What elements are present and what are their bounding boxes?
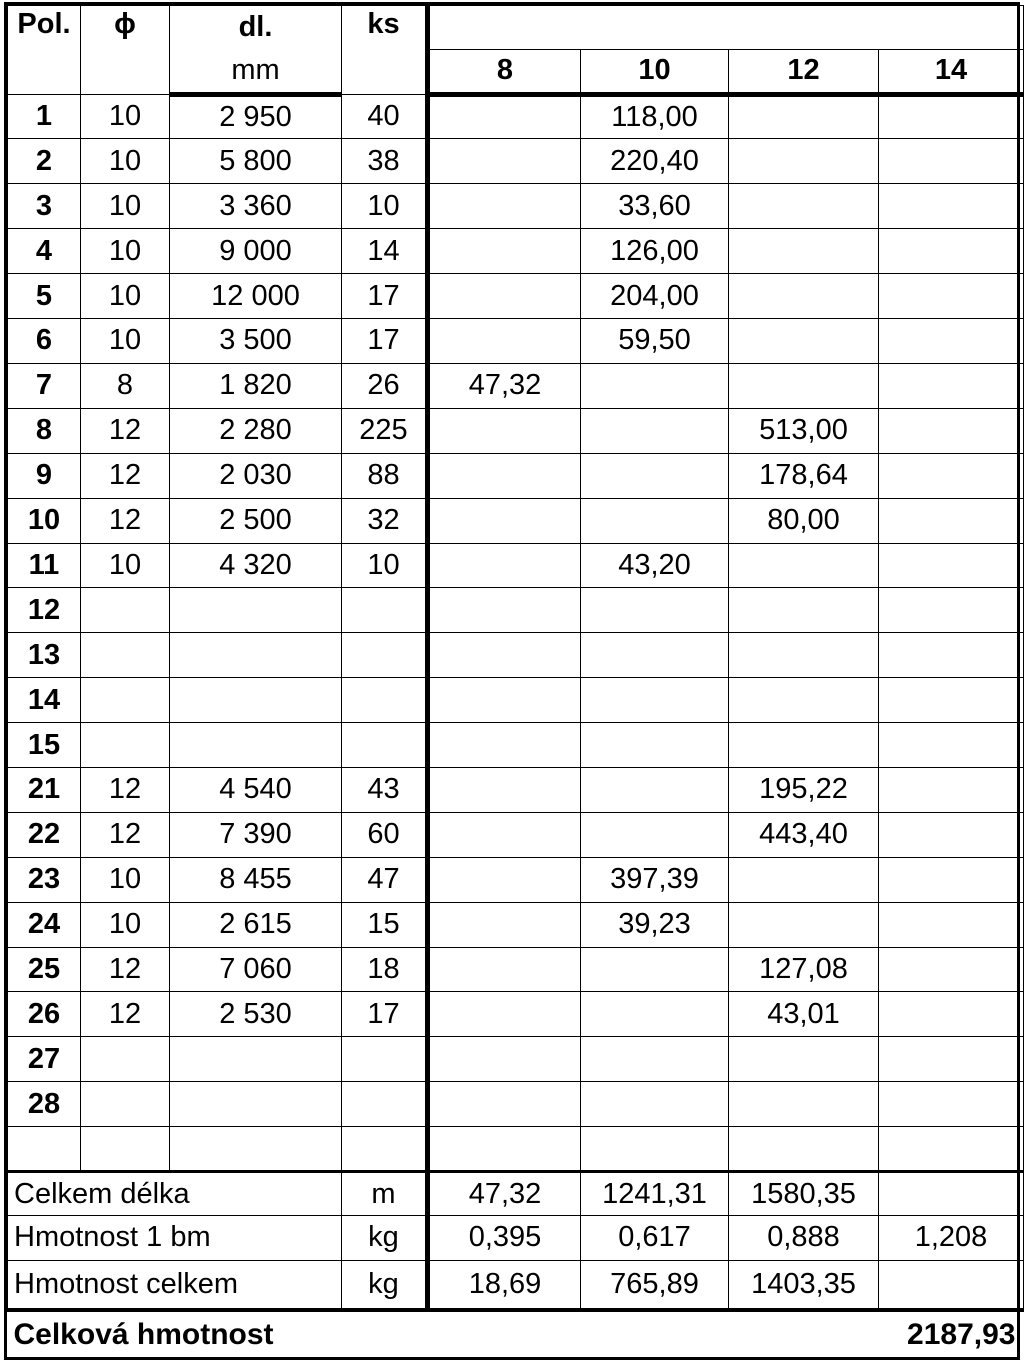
cell-pol: 24 bbox=[8, 902, 81, 947]
cell-ks: 38 bbox=[342, 139, 428, 184]
cell-d14 bbox=[879, 767, 1024, 812]
cell-d10: 397,39 bbox=[581, 857, 729, 902]
schedule-grid bbox=[7, 5, 1024, 1357]
cell-pol: 3 bbox=[8, 184, 81, 229]
cell-d10: 39,23 bbox=[581, 902, 729, 947]
summary-unit: m bbox=[342, 1171, 428, 1215]
cell-ks bbox=[342, 633, 428, 678]
cell-d12: 80,00 bbox=[729, 498, 879, 543]
cell-d10: 118,00 bbox=[581, 94, 729, 139]
summary-d10: 765,89 bbox=[581, 1260, 729, 1310]
cell-length: 3 360 bbox=[170, 184, 342, 229]
total-label: Celková hmotnost bbox=[8, 1310, 729, 1357]
summary-row bbox=[8, 1260, 1024, 1310]
table-row bbox=[8, 543, 1024, 588]
cell-d14 bbox=[879, 1127, 1024, 1172]
cell-ks bbox=[342, 1127, 428, 1172]
cell-d8 bbox=[428, 184, 581, 229]
cell-d14 bbox=[879, 1082, 1024, 1127]
table-row bbox=[8, 184, 1024, 229]
cell-ks bbox=[342, 678, 428, 723]
cell-pol: 4 bbox=[8, 229, 81, 274]
cell-d14 bbox=[879, 498, 1024, 543]
header-diameter-group bbox=[428, 6, 1024, 50]
cell-ks: 225 bbox=[342, 408, 428, 453]
table-row bbox=[8, 453, 1024, 498]
cell-diameter: 8 bbox=[81, 363, 170, 408]
cell-length bbox=[170, 1037, 342, 1082]
summary-d12: 0,888 bbox=[729, 1216, 879, 1260]
cell-d8 bbox=[428, 498, 581, 543]
cell-d10 bbox=[581, 947, 729, 992]
cell-d14 bbox=[879, 947, 1024, 992]
cell-d10 bbox=[581, 1082, 729, 1127]
cell-ks: 43 bbox=[342, 767, 428, 812]
cell-diameter bbox=[81, 588, 170, 633]
summary-unit: kg bbox=[342, 1216, 428, 1260]
cell-d14 bbox=[879, 408, 1024, 453]
table-row bbox=[8, 1082, 1024, 1127]
cell-d12: 513,00 bbox=[729, 408, 879, 453]
cell-d8 bbox=[428, 408, 581, 453]
cell-length: 3 500 bbox=[170, 319, 342, 364]
cell-d14 bbox=[879, 229, 1024, 274]
cell-d14 bbox=[879, 902, 1024, 947]
table-row bbox=[8, 274, 1024, 319]
total-value: 2187,93 bbox=[729, 1310, 1024, 1357]
cell-d12 bbox=[729, 94, 879, 139]
summary-label: Celkem délka bbox=[8, 1171, 342, 1215]
cell-d14 bbox=[879, 363, 1024, 408]
cell-pol: 9 bbox=[8, 453, 81, 498]
cell-d14 bbox=[879, 1037, 1024, 1082]
cell-d8 bbox=[428, 229, 581, 274]
header-d14: 14 bbox=[879, 50, 1024, 94]
cell-length: 2 500 bbox=[170, 498, 342, 543]
cell-d14 bbox=[879, 543, 1024, 588]
cell-d10 bbox=[581, 767, 729, 812]
cell-d8 bbox=[428, 1037, 581, 1082]
cell-length bbox=[170, 633, 342, 678]
cell-diameter: 12 bbox=[81, 453, 170, 498]
cell-d10 bbox=[581, 408, 729, 453]
cell-d12: 195,22 bbox=[729, 767, 879, 812]
cell-d10: 126,00 bbox=[581, 229, 729, 274]
header-d12: 12 bbox=[729, 50, 879, 94]
summary-d14 bbox=[879, 1171, 1024, 1215]
cell-d8 bbox=[428, 812, 581, 857]
cell-ks: 88 bbox=[342, 453, 428, 498]
cell-length: 8 455 bbox=[170, 857, 342, 902]
table-row bbox=[8, 857, 1024, 902]
cell-d10 bbox=[581, 1127, 729, 1172]
table-row bbox=[8, 1037, 1024, 1082]
table-row bbox=[8, 723, 1024, 768]
cell-diameter: 10 bbox=[81, 274, 170, 319]
rebar-schedule-table bbox=[4, 2, 1020, 1360]
cell-d8 bbox=[428, 992, 581, 1037]
cell-pol: 7 bbox=[8, 363, 81, 408]
header-d8: 8 bbox=[428, 50, 581, 94]
cell-d14 bbox=[879, 453, 1024, 498]
cell-length bbox=[170, 723, 342, 768]
cell-d10 bbox=[581, 723, 729, 768]
table-row bbox=[8, 947, 1024, 992]
cell-d12 bbox=[729, 1037, 879, 1082]
cell-length bbox=[170, 1127, 342, 1172]
cell-d12 bbox=[729, 723, 879, 768]
table-row bbox=[8, 94, 1024, 139]
cell-d14 bbox=[879, 139, 1024, 184]
cell-length: 4 540 bbox=[170, 767, 342, 812]
cell-d8 bbox=[428, 1082, 581, 1127]
cell-ks bbox=[342, 1037, 428, 1082]
cell-length: 2 615 bbox=[170, 902, 342, 947]
cell-length: 2 030 bbox=[170, 453, 342, 498]
cell-d14 bbox=[879, 184, 1024, 229]
cell-pol: 26 bbox=[8, 992, 81, 1037]
cell-pol bbox=[8, 1127, 81, 1172]
summary-d8: 18,69 bbox=[428, 1260, 581, 1310]
cell-pol: 2 bbox=[8, 139, 81, 184]
cell-ks: 14 bbox=[342, 229, 428, 274]
cell-d10: 33,60 bbox=[581, 184, 729, 229]
cell-d8 bbox=[428, 947, 581, 992]
cell-length: 5 800 bbox=[170, 139, 342, 184]
cell-length: 7 060 bbox=[170, 947, 342, 992]
cell-diameter: 10 bbox=[81, 184, 170, 229]
cell-d10 bbox=[581, 812, 729, 857]
cell-length bbox=[170, 588, 342, 633]
summary-d8: 47,32 bbox=[428, 1171, 581, 1215]
cell-d14 bbox=[879, 319, 1024, 364]
cell-ks bbox=[342, 1082, 428, 1127]
summary-label: Hmotnost 1 bm bbox=[8, 1216, 342, 1260]
cell-ks: 17 bbox=[342, 274, 428, 319]
header-length: dl. bbox=[170, 6, 342, 50]
cell-length bbox=[170, 678, 342, 723]
cell-diameter: 12 bbox=[81, 767, 170, 812]
cell-pol: 21 bbox=[8, 767, 81, 812]
cell-d8 bbox=[428, 274, 581, 319]
cell-ks: 17 bbox=[342, 319, 428, 364]
cell-pol: 1 bbox=[8, 94, 81, 139]
table-row bbox=[8, 812, 1024, 857]
cell-d10: 43,20 bbox=[581, 543, 729, 588]
cell-diameter: 12 bbox=[81, 947, 170, 992]
cell-ks: 26 bbox=[342, 363, 428, 408]
cell-pol: 13 bbox=[8, 633, 81, 678]
cell-d8 bbox=[428, 857, 581, 902]
cell-d12 bbox=[729, 633, 879, 678]
summary-d14: 1,208 bbox=[879, 1216, 1024, 1260]
header-pol: Pol. bbox=[8, 6, 81, 95]
cell-d12: 178,64 bbox=[729, 453, 879, 498]
cell-d10 bbox=[581, 1037, 729, 1082]
table-row bbox=[8, 588, 1024, 633]
cell-d8 bbox=[428, 94, 581, 139]
cell-d10 bbox=[581, 498, 729, 543]
cell-ks: 15 bbox=[342, 902, 428, 947]
header-length-unit: mm bbox=[170, 50, 342, 94]
summary-d10: 1241,31 bbox=[581, 1171, 729, 1215]
cell-d10 bbox=[581, 678, 729, 723]
cell-ks: 47 bbox=[342, 857, 428, 902]
cell-diameter bbox=[81, 1127, 170, 1172]
cell-d10 bbox=[581, 588, 729, 633]
table-row bbox=[8, 363, 1024, 408]
cell-diameter bbox=[81, 1082, 170, 1127]
header-diameter-symbol: ϕ bbox=[81, 6, 170, 95]
cell-diameter: 10 bbox=[81, 94, 170, 139]
cell-d14 bbox=[879, 723, 1024, 768]
cell-pol: 12 bbox=[8, 588, 81, 633]
summary-row bbox=[8, 1171, 1024, 1215]
cell-pol: 25 bbox=[8, 947, 81, 992]
total-row bbox=[8, 1310, 1024, 1357]
cell-diameter: 10 bbox=[81, 857, 170, 902]
cell-diameter: 10 bbox=[81, 319, 170, 364]
summary-d10: 0,617 bbox=[581, 1216, 729, 1260]
cell-ks: 17 bbox=[342, 992, 428, 1037]
cell-d8 bbox=[428, 902, 581, 947]
cell-length: 12 000 bbox=[170, 274, 342, 319]
cell-d12 bbox=[729, 1082, 879, 1127]
table-row bbox=[8, 319, 1024, 364]
cell-diameter: 10 bbox=[81, 543, 170, 588]
cell-d8 bbox=[428, 453, 581, 498]
cell-d14 bbox=[879, 857, 1024, 902]
cell-d14 bbox=[879, 94, 1024, 139]
cell-d8 bbox=[428, 633, 581, 678]
cell-d8 bbox=[428, 319, 581, 364]
summary-d12: 1403,35 bbox=[729, 1260, 879, 1310]
cell-d10: 59,50 bbox=[581, 319, 729, 364]
cell-length: 2 530 bbox=[170, 992, 342, 1037]
table-row bbox=[8, 498, 1024, 543]
cell-d10 bbox=[581, 363, 729, 408]
cell-length: 9 000 bbox=[170, 229, 342, 274]
cell-d14 bbox=[879, 992, 1024, 1037]
cell-ks: 32 bbox=[342, 498, 428, 543]
table-row bbox=[8, 408, 1024, 453]
cell-diameter bbox=[81, 678, 170, 723]
table-row bbox=[8, 1127, 1024, 1172]
cell-ks: 10 bbox=[342, 184, 428, 229]
cell-d14 bbox=[879, 633, 1024, 678]
table-row bbox=[8, 992, 1024, 1037]
cell-pol: 15 bbox=[8, 723, 81, 768]
cell-d12 bbox=[729, 229, 879, 274]
cell-d8 bbox=[428, 1127, 581, 1172]
cell-d12 bbox=[729, 588, 879, 633]
cell-pol: 14 bbox=[8, 678, 81, 723]
table-row bbox=[8, 633, 1024, 678]
cell-pol: 5 bbox=[8, 274, 81, 319]
table-row bbox=[8, 902, 1024, 947]
cell-d12 bbox=[729, 363, 879, 408]
header-ks: ks bbox=[342, 6, 428, 95]
cell-ks bbox=[342, 588, 428, 633]
cell-d10: 204,00 bbox=[581, 274, 729, 319]
cell-d12: 127,08 bbox=[729, 947, 879, 992]
table-row bbox=[8, 678, 1024, 723]
cell-diameter bbox=[81, 723, 170, 768]
cell-d12 bbox=[729, 184, 879, 229]
summary-d14 bbox=[879, 1260, 1024, 1310]
cell-ks: 10 bbox=[342, 543, 428, 588]
cell-diameter bbox=[81, 1037, 170, 1082]
cell-d14 bbox=[879, 588, 1024, 633]
cell-d12 bbox=[729, 274, 879, 319]
cell-d12 bbox=[729, 319, 879, 364]
cell-d10 bbox=[581, 633, 729, 678]
cell-d12 bbox=[729, 678, 879, 723]
cell-length: 2 950 bbox=[170, 94, 342, 139]
cell-d12 bbox=[729, 543, 879, 588]
cell-pol: 27 bbox=[8, 1037, 81, 1082]
cell-diameter: 12 bbox=[81, 498, 170, 543]
cell-d12: 43,01 bbox=[729, 992, 879, 1037]
summary-unit: kg bbox=[342, 1260, 428, 1310]
table-row bbox=[8, 229, 1024, 274]
cell-pol: 8 bbox=[8, 408, 81, 453]
cell-d12 bbox=[729, 857, 879, 902]
cell-d8 bbox=[428, 588, 581, 633]
cell-d8 bbox=[428, 678, 581, 723]
cell-d8 bbox=[428, 139, 581, 184]
cell-ks: 60 bbox=[342, 812, 428, 857]
cell-d8 bbox=[428, 767, 581, 812]
cell-d12: 443,40 bbox=[729, 812, 879, 857]
cell-diameter: 10 bbox=[81, 902, 170, 947]
cell-length: 7 390 bbox=[170, 812, 342, 857]
summary-label: Hmotnost celkem bbox=[8, 1260, 342, 1310]
cell-ks bbox=[342, 723, 428, 768]
cell-d12 bbox=[729, 1127, 879, 1172]
cell-length: 1 820 bbox=[170, 363, 342, 408]
cell-pol: 22 bbox=[8, 812, 81, 857]
cell-d10 bbox=[581, 992, 729, 1037]
summary-d8: 0,395 bbox=[428, 1216, 581, 1260]
cell-d14 bbox=[879, 274, 1024, 319]
summary-row bbox=[8, 1216, 1024, 1260]
cell-length: 2 280 bbox=[170, 408, 342, 453]
cell-diameter: 10 bbox=[81, 229, 170, 274]
cell-ks: 18 bbox=[342, 947, 428, 992]
cell-pol: 28 bbox=[8, 1082, 81, 1127]
cell-d12 bbox=[729, 139, 879, 184]
cell-pol: 23 bbox=[8, 857, 81, 902]
cell-diameter: 10 bbox=[81, 139, 170, 184]
summary-d12: 1580,35 bbox=[729, 1171, 879, 1215]
table-row bbox=[8, 139, 1024, 184]
cell-diameter: 12 bbox=[81, 408, 170, 453]
cell-d10: 220,40 bbox=[581, 139, 729, 184]
cell-diameter: 12 bbox=[81, 812, 170, 857]
cell-pol: 6 bbox=[8, 319, 81, 364]
table-row bbox=[8, 767, 1024, 812]
cell-diameter: 12 bbox=[81, 992, 170, 1037]
cell-d10 bbox=[581, 453, 729, 498]
header-d10: 10 bbox=[581, 50, 729, 94]
cell-diameter bbox=[81, 633, 170, 678]
cell-d8 bbox=[428, 723, 581, 768]
cell-pol: 11 bbox=[8, 543, 81, 588]
cell-d14 bbox=[879, 812, 1024, 857]
cell-d12 bbox=[729, 902, 879, 947]
cell-d8: 47,32 bbox=[428, 363, 581, 408]
cell-ks: 40 bbox=[342, 94, 428, 139]
cell-length: 4 320 bbox=[170, 543, 342, 588]
cell-pol: 10 bbox=[8, 498, 81, 543]
cell-d14 bbox=[879, 678, 1024, 723]
cell-length bbox=[170, 1082, 342, 1127]
cell-d8 bbox=[428, 543, 581, 588]
